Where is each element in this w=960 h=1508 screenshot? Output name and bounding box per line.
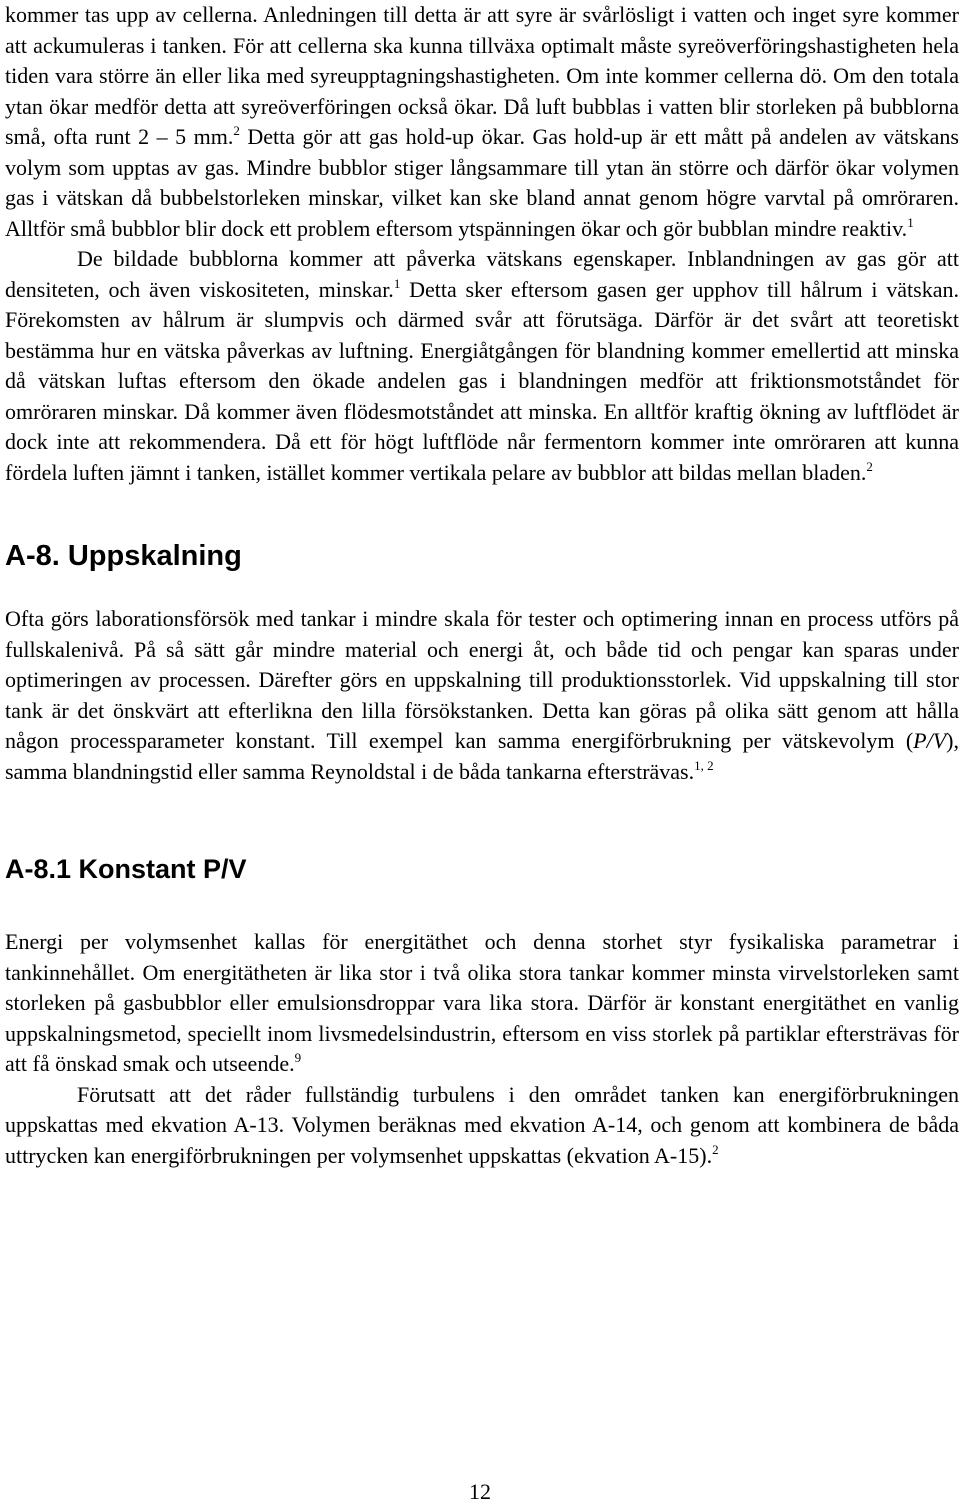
reference-superscript: 2 (866, 458, 873, 474)
reference-superscript: 1 (393, 275, 401, 291)
paragraph-text: ), samma blandningstid eller samma Reynoldstal i de båda tankarna eftersträvas. (5, 728, 959, 784)
page-number: 12 (469, 1479, 491, 1504)
paragraph-text: De bildade bubblorna kommer att påverka vätskans egenskaper. Inblandningen av gas gör att densiteten, och även viskositeten, minskar. (5, 246, 959, 302)
paragraph-text: Energi per volymsenhet kallas för energitäthet och denna storhet styr fysikaliska parametrar i tankinnehållet. Om energitätheten är lika stor i två olika stora tankar kommer minsta virvelstorleken samt storleken på gasbubblor eller emulsionsdroppar vara lika stora. Därför är konstant energitäthet en vanlig uppskalningsmetod, speciellt inom livsmedelsindustrin, eftersom en viss storlek på partiklar eftersträvas för att få önskad smak och utseende. (5, 929, 959, 1076)
reference-superscript: 1 (907, 214, 914, 230)
section-heading: A-8. Uppskalning (5, 540, 242, 572)
paragraph-text: Detta sker eftersom gasen ger upphov till hålrum i vätskan. Förekomsten av hålrum är slumpvis och därmed svår att förutsäga. Därför är det svårt att teoretiskt bestämma hur en vätska påverkas av luftning. Energiåtgången för blandning kommer emellertid att minska då vätskan luftas eftersom den ökade andelen gas i blandningen medför att friktionsmotståndet för omröraren minskar. Då kommer även flödesmotståndet att minska. En alltför kraftig ökning av luftflödet är dock inte att rekommendera. Då ett för högt luftflöde når fermentorn kommer inte omröraren att kunna fördela luften jämnt i tanken, istället kommer vertikala pelare av bubblor att bildas mellan bladen. (5, 276, 959, 485)
document-page (5, 0, 959, 1171)
subsection-heading: A-8.1 Konstant P/V (5, 854, 247, 884)
paragraph-text: Förutsatt att det råder fullständig turbulens i den området tanken kan energiförbrukningen uppskattas med ekvation A-13. Volymen beräknas med ekvation A-14, och genom att kombinera de båda uttrycken kan energiförbrukningen per volymsenhet uppskattas (ekvation A-15). (5, 1081, 959, 1168)
body-paragraph (5, 927, 959, 1080)
reference-superscript: 9 (294, 1050, 302, 1065)
reference-superscript: 1, 2 (694, 757, 714, 773)
paragraph-text: Ofta görs laborationsförsök med tankar i mindre skala för tester och optimering innan en process utförs på fullskalenivå. På så sätt går mindre material och energi åt, och både tid och pengar kan sparas under optimeringen av processen. Därefter görs en uppskalning till produktionsstorlek. Vid uppskalning till stor tank är det önskvärt att efterlikna den lilla försökstanken. Detta kan göras på olika sätt genom att hålla någon processparameter konstant. Till exempel kan samma energiförbrukning per vätskevolym ( (5, 606, 959, 753)
reference-superscript: 2 (233, 123, 240, 138)
body-paragraph (5, 604, 959, 787)
reference-superscript: 2 (712, 1141, 719, 1157)
paragraph-text: Detta gör att gas hold-up ökar. Gas hold-up är ett mått på andelen av vätskans volym som upptas av gas. Mindre bubblor stiger långsammare till ytan än större och därför ökar volymen gas i vätskan då bubbelstorleken minskar, vilket kan ske bland annat genom högre varvtal på omröraren. Alltför små bubblor blir dock ett problem eftersom ytspänningen ökar och gör bubblan mindre reaktiv. (5, 124, 959, 241)
body-paragraph (5, 244, 959, 488)
body-paragraph (5, 0, 959, 244)
body-paragraph (5, 1080, 959, 1172)
paragraph-text: kommer tas upp av cellerna. Anledningen till detta är att syre är svårlösligt i vatten och inget syre kommer att ackumuleras i tanken. För att cellerna ska kunna tillväxa optimalt måste syreöverföringshastigheten hela tiden vara större än eller lika med syreupptagningshastigheten. Om inte kommer cellerna dö. Om den totala ytan ökar medför detta att syreöverföringen också ökar. Då luft bubblas i vatten blir storleken på bubblorna små, ofta runt 2 – 5 mm. (5, 2, 959, 149)
formula-variable: P/V (913, 728, 947, 753)
